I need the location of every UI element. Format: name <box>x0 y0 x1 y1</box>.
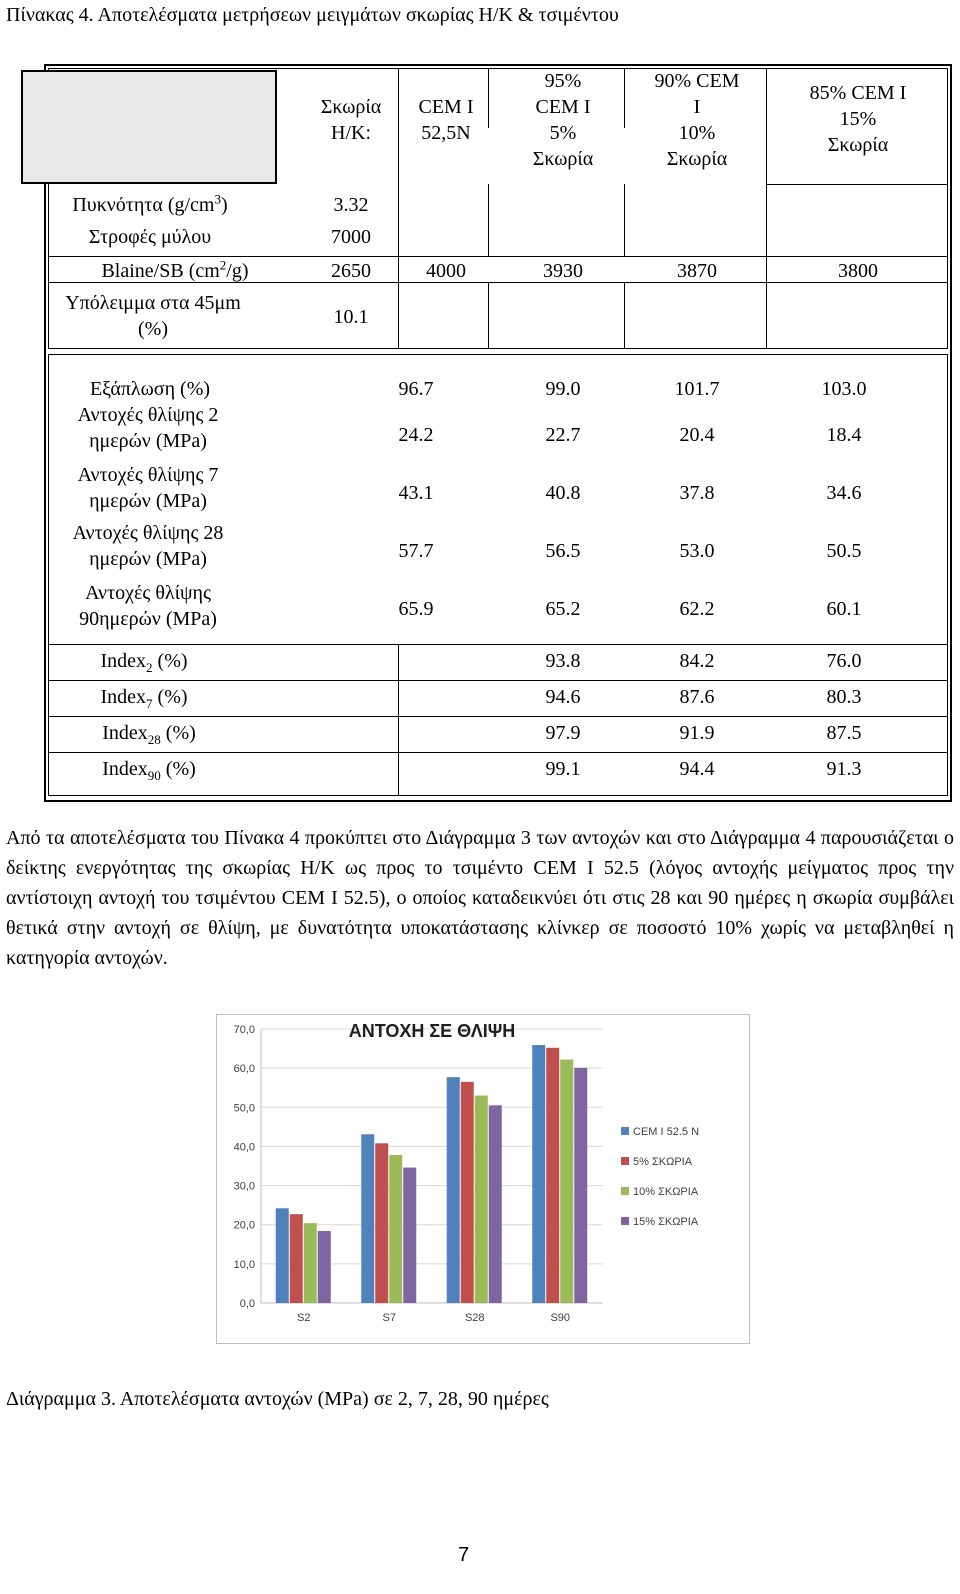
expansion-label: Εξάπλωση (%) <box>89 378 211 400</box>
mill-label: Στροφές μύλου <box>88 226 212 248</box>
strength-label-7-line1: Αντοχές θλίψης 7 <box>77 464 219 486</box>
index-2-base: Index <box>100 650 147 672</box>
bar <box>489 1105 502 1303</box>
x-tick-label: S90 <box>550 1312 571 1324</box>
x-tick-label: S28 <box>464 1312 485 1324</box>
strength-28-90: 53.0 <box>679 540 715 562</box>
density-label <box>50 192 250 218</box>
bar <box>304 1223 317 1303</box>
strength-7-95: 40.8 <box>545 482 581 504</box>
legend-swatch <box>621 1157 629 1165</box>
header-90-line1: 90% CEM <box>654 70 740 92</box>
strength-90-cem: 65.9 <box>398 598 434 620</box>
residue-label-line2: (%) <box>138 318 168 340</box>
header-slag <box>306 94 396 146</box>
header-slag-line2: Η/Κ: <box>331 122 371 144</box>
y-tick-label: 30,0 <box>233 1180 255 1193</box>
y-tick-label: 40,0 <box>233 1141 255 1154</box>
header-85-line3: Σκωρία <box>827 134 889 156</box>
strength-28-85: 50.5 <box>826 540 862 562</box>
table-caption: Πίνακας 4. Αποτελέσματα μετρήσεων μειγμάτων σκωρίας Η/Κ & τσιμέντου <box>6 4 619 26</box>
bar <box>475 1096 488 1303</box>
header-cem-line1: CEM I <box>418 96 474 118</box>
bar <box>318 1231 331 1303</box>
chart-canvas <box>217 1015 749 1343</box>
residue-label <box>48 290 258 342</box>
index-90-suffix: (%) <box>160 758 196 780</box>
y-tick-label: 20,0 <box>233 1219 255 1232</box>
index-7-base: Index <box>100 686 147 708</box>
index-7-95: 94.6 <box>545 686 581 708</box>
bar <box>560 1060 573 1303</box>
strength-28-95: 56.5 <box>545 540 581 562</box>
strength-90-90: 62.2 <box>679 598 715 620</box>
bar <box>361 1134 374 1303</box>
header-blank-cell <box>21 70 277 184</box>
density-label-text: Πυκνότητα (g/cm <box>72 194 215 216</box>
index-2-sub: 2 <box>146 660 153 675</box>
strength-2-95: 22.7 <box>545 424 581 446</box>
index-90-85: 91.3 <box>826 758 862 780</box>
body-paragraph: Από τα αποτελέσματα του Πίνακα 4 προκύπτει στο Διάγραμμα 3 των αντοχών και στο Διάγραμμα 4 παρουσιάζεται ο δείκτης ενεργότητας της σκωρίας Η/Κ ως προς το τσιμέντο CEM I 52.5 (λόγος αντοχής μείγματος προς την αντίστοιχη αντοχή του τσιμέντου CEM I 52.5), ο οποίος καταδεικνύει ότι στις 28 και 90 ημέρες η σκωρία συμβάλει θετικά στην αντοχή σε θλίψη, με δυνατότητα υποκατάστασης κλίνκερ σε ποσοστό 10% χωρίς να μεταβληθεί η κατηγορία αντοχών. <box>6 827 954 969</box>
blaine-value-90: 3870 <box>677 260 717 282</box>
strength-label-90-line2: 90ημερών (MPa) <box>79 608 217 630</box>
index-label-28 <box>84 720 214 746</box>
strength-7-85: 34.6 <box>826 482 862 504</box>
blaine-value-cem: 4000 <box>426 260 466 282</box>
strength-7-90: 37.8 <box>679 482 715 504</box>
legend-label: 5% ΣΚΩΡΙΑ <box>633 1156 693 1168</box>
density-value: 3.32 <box>333 194 369 216</box>
index-2-95: 93.8 <box>545 650 581 672</box>
strength-label-2 <box>48 402 248 454</box>
index-label-7 <box>84 684 204 710</box>
index-2-85: 76.0 <box>826 650 862 672</box>
strength-2-cem: 24.2 <box>398 424 434 446</box>
y-tick-label: 10,0 <box>233 1258 255 1271</box>
expansion-value-cem: 96.7 <box>398 378 434 400</box>
index-7-suffix: (%) <box>152 686 188 708</box>
y-tick-label: 50,0 <box>233 1102 255 1115</box>
strength-label-2-line2: ημερών (MPa) <box>89 430 207 452</box>
strength-label-28-line1: Αντοχές θλίψης 28 <box>72 522 224 544</box>
expansion-value-85: 103.0 <box>821 378 867 400</box>
chart-caption: Διάγραμμα 3. Αποτελέσματα αντοχών (MPa) σε 2, 7, 28, 90 ημέρες <box>6 1388 549 1410</box>
density-close: ) <box>220 194 228 216</box>
expansion-value-90: 101.7 <box>674 378 720 400</box>
chart-title: ΑΝΤΟΧΗ ΣΕ ΘΛΙΨΗ <box>348 1021 516 1041</box>
mill-value: 7000 <box>331 226 371 248</box>
strength-90-95: 65.2 <box>545 598 581 620</box>
header-95 <box>504 68 622 172</box>
legend-label: 10% ΣΚΩΡΙΑ <box>633 1186 699 1198</box>
blaine-value-85: 3800 <box>838 260 878 282</box>
strength-chart <box>216 1014 750 1344</box>
header-85-line2: 15% <box>839 108 877 130</box>
index-28-sub: 28 <box>147 732 161 747</box>
header-90 <box>630 68 764 172</box>
header-85 <box>772 80 944 158</box>
bar <box>574 1068 587 1303</box>
blaine-value-95: 3930 <box>543 260 583 282</box>
bar <box>461 1082 474 1303</box>
header-95-line2: CEM I <box>535 96 591 118</box>
strength-label-28-line2: ημερών (MPa) <box>89 548 207 570</box>
strength-2-85: 18.4 <box>826 424 862 446</box>
bar <box>532 1045 545 1303</box>
index-28-base: Index <box>102 722 148 744</box>
index-2-suffix: (%) <box>152 650 188 672</box>
blaine-label-text: Blaine/SB (cm <box>101 260 220 282</box>
y-tick-label: 60,0 <box>233 1063 255 1076</box>
index-7-90: 87.6 <box>679 686 715 708</box>
header-90-line2: I <box>693 96 701 118</box>
blaine-sup: 2 <box>219 257 227 273</box>
header-90-line3: 10% <box>678 122 716 144</box>
index-label-2 <box>84 648 204 674</box>
strength-label-7-line2: ημερών (MPa) <box>89 490 207 512</box>
strength-label-28 <box>48 520 248 572</box>
index-label-90 <box>84 756 214 782</box>
header-95-line1: 95% <box>544 70 582 92</box>
header-slag-line1: Σκωρία <box>320 96 382 118</box>
x-tick-label: S2 <box>297 1312 311 1324</box>
density-sup: 3 <box>214 191 221 207</box>
legend-label: CEM I 52.5 N <box>633 1126 700 1138</box>
blaine-close: /g) <box>226 260 249 282</box>
header-cem <box>406 94 486 146</box>
strength-label-2-line1: Αντοχές θλίψης 2 <box>77 404 219 426</box>
bar <box>276 1208 289 1303</box>
strength-label-90 <box>48 580 248 632</box>
strength-label-7 <box>48 462 248 514</box>
blaine-value-slag: 2650 <box>331 260 371 282</box>
index-28-suffix: (%) <box>160 722 196 744</box>
index-90-95: 99.1 <box>545 758 581 780</box>
index-28-95: 97.9 <box>545 722 581 744</box>
header-cem-line2: 52,5N <box>421 122 471 144</box>
legend-swatch <box>621 1127 629 1135</box>
bar <box>389 1155 402 1303</box>
bar <box>447 1077 460 1303</box>
index-90-90: 94.4 <box>679 758 715 780</box>
bar <box>375 1143 388 1303</box>
strength-2-90: 20.4 <box>679 424 715 446</box>
header-90-line4: Σκωρία <box>666 148 728 170</box>
index-90-sub: 90 <box>147 768 161 783</box>
header-85-line1: 85% CEM I <box>809 82 907 104</box>
strength-90-85: 60.1 <box>826 598 862 620</box>
header-95-line4: Σκωρία <box>532 148 594 170</box>
index-2-90: 84.2 <box>679 650 715 672</box>
legend-swatch <box>621 1187 629 1195</box>
header-95-line3: 5% <box>549 122 577 144</box>
expansion-value-95: 99.0 <box>545 378 581 400</box>
legend-swatch <box>621 1217 629 1225</box>
legend-label: 15% ΣΚΩΡΙΑ <box>633 1216 699 1228</box>
index-90-base: Index <box>102 758 148 780</box>
index-7-sub: 7 <box>146 696 153 711</box>
index-28-90: 91.9 <box>679 722 715 744</box>
residue-label-line1: Υπόλειμμα στα 45μm <box>65 292 241 314</box>
bar <box>546 1048 559 1303</box>
blaine-label <box>50 258 300 284</box>
residue-value: 10.1 <box>333 306 369 328</box>
page-number: 7 <box>458 1544 470 1566</box>
bar <box>290 1214 303 1303</box>
x-tick-label: S7 <box>382 1312 396 1324</box>
index-7-85: 80.3 <box>826 686 862 708</box>
y-tick-label: 70,0 <box>233 1024 255 1036</box>
y-tick-label: 0,0 <box>239 1298 255 1310</box>
strength-28-cem: 57.7 <box>398 540 434 562</box>
index-28-85: 87.5 <box>826 722 862 744</box>
strength-7-cem: 43.1 <box>398 482 434 504</box>
bar <box>403 1168 416 1303</box>
strength-label-90-line1: Αντοχές θλίψης <box>85 582 211 604</box>
